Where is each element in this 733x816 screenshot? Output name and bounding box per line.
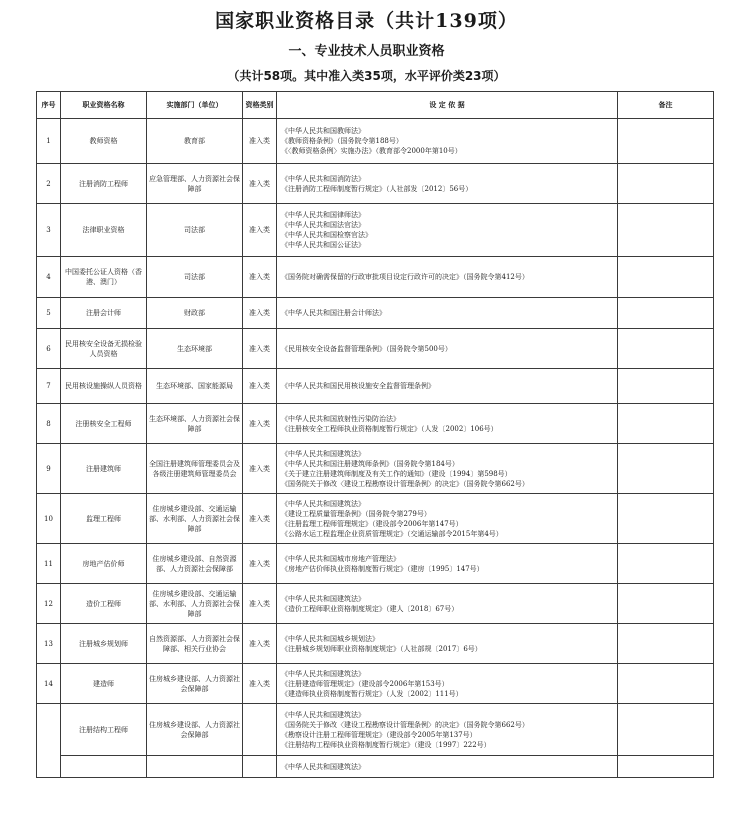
table-row [37,444,714,494]
implementing-dept: 住房城乡建设部、人力资源社会保障部 [147,664,243,704]
table-row [37,119,714,164]
implementing-dept: 司法部 [147,204,243,257]
basis-cell [277,544,618,584]
basis-cell [277,756,618,778]
basis-line: 《中华人民共和国放射性污染防治法》 [281,414,400,423]
qualification-name: 法律职业资格 [61,204,147,257]
qualification-name: 注册结构工程师 [61,704,147,756]
basis-cell [277,704,618,756]
qualification-name: 监理工程师 [61,494,147,544]
remark-cell [618,584,714,624]
basis-line: 《中华人民共和国城乡规划法》 [281,634,379,643]
qualification-type: 准入类 [243,404,277,444]
implementing-dept: 住房城乡建设部、人力资源社会保障部 [147,704,243,756]
qualification-name: 注册核安全工程师 [61,404,147,444]
qualification-name: 房地产估价师 [61,544,147,584]
remark-cell [618,756,714,778]
basis-line: 《民用核安全设备监督管理条例》（国务院令第500号） [281,344,452,353]
qualification-table [36,91,714,778]
basis-line: 《国务院关于修改〈建设工程勘察设计管理条例〉的决定》（国务院令第662号） [281,720,529,729]
basis-line: 《中华人民共和国律师法》 [281,211,365,219]
implementing-dept: 财政部 [147,298,243,329]
row-number: 4 [37,257,61,298]
basis-line: 《中华人民共和国检察官法》 [281,231,372,239]
qualification-type: 准入类 [243,204,277,257]
basis-line: 《中华人民共和国教师法》 [281,127,365,135]
basis-line: 《中华人民共和国民用核设施安全监督管理条例》 [281,382,435,390]
implementing-dept: 生态环境部、国家能源局 [147,369,243,404]
row-number: 14 [37,664,61,704]
basis-line: 《注册结构工程师执业资格制度暂行规定》（建设〔1997〕222号） [281,740,491,749]
basis-line: 《〈教师资格条例〉实施办法》（教育部令2000年第10号） [281,147,462,155]
basis-line: 《中华人民共和国建筑法》 [281,594,365,603]
basis-cell [277,329,618,369]
table-row [37,257,714,298]
qualification-type [243,704,277,756]
qualification-type: 准入类 [243,119,277,164]
remark-cell [618,404,714,444]
qualification-name: 教师资格 [61,119,147,164]
basis-line: 《关于建立注册建筑师制度及有关工作的通知》（建设〔1994〕第598号） [281,469,512,478]
table-row [37,494,714,544]
qualification-name: 注册建筑师 [61,444,147,494]
qualification-name: 民用核设施操纵人员资格 [61,369,147,404]
basis-line: 《建造师执业资格制度暂行规定》（人发〔2002〕111号） [281,689,463,698]
section-summary: （共计58项。其中准入类35项，水平评价类23项） [227,69,506,83]
qualification-type [243,756,277,778]
implementing-dept: 教育部 [147,119,243,164]
table-row [37,404,714,444]
table-row [37,664,714,704]
qualification-type: 准入类 [243,584,277,624]
basis-cell [277,494,618,544]
basis-line: 《中华人民共和国法官法》 [281,221,365,229]
qualification-type: 准入类 [243,444,277,494]
row-number: 5 [37,298,61,329]
basis-cell [277,204,618,257]
row-number: 12 [37,584,61,624]
row-number: 9 [37,444,61,494]
qualification-type: 准入类 [243,369,277,404]
basis-line: 《中华人民共和国公证法》 [281,241,365,249]
qualification-type: 准入类 [243,544,277,584]
remark-cell [618,119,714,164]
basis-line: 《中华人民共和国建筑法》 [281,710,365,719]
basis-line: 《中华人民共和国消防法》 [281,174,365,183]
remark-cell [618,544,714,584]
basis-line: 《建设工程质量管理条例》（国务院令第279号） [281,509,431,518]
remark-cell [618,329,714,369]
basis-line: 《中华人民共和国建筑法》 [281,449,365,458]
qualification-type: 准入类 [243,664,277,704]
table-row [37,584,714,624]
row-number: 6 [37,329,61,369]
basis-cell [277,257,618,298]
basis-line: 《中华人民共和国建筑法》 [281,762,365,771]
implementing-dept: 应急管理部、人力资源社会保障部 [147,164,243,204]
row-number: 11 [37,544,61,584]
remark-cell [618,664,714,704]
remark-cell [618,298,714,329]
remark-cell [618,257,714,298]
row-number: 10 [37,494,61,544]
implementing-dept: 全国注册建筑师管理委员会及各级注册建筑师管理委员会 [147,444,243,494]
basis-line: 《注册消防工程师制度暂行规定》（人社部发〔2012〕56号） [281,184,473,193]
qualification-name: 注册消防工程师 [61,164,147,204]
qualification-name: 建造师 [61,664,147,704]
qualification-name: 中国委托公证人资格（香港、澳门） [61,257,147,298]
qualification-type: 准入类 [243,257,277,298]
basis-line: 《中华人民共和国城市房地产管理法》 [281,554,400,563]
row-number: 8 [37,404,61,444]
basis-line: 《国务院关于修改〈建设工程勘察设计管理条例〉的决定》（国务院令第662号） [281,479,529,488]
table-row [37,704,714,756]
header-name: 职业资格名称 [61,92,147,119]
basis-cell [277,444,618,494]
header-type: 资格类别 [243,92,277,119]
table-row [37,329,714,369]
table-row [37,298,714,329]
basis-line: 《中华人民共和国建筑法》 [281,669,365,678]
basis-line: 《注册监理工程师管理规定》（建设部令2006年第147号） [281,519,463,528]
basis-line: 《中华人民共和国注册建筑师条例》（国务院令第184号） [281,459,459,468]
qualification-type: 准入类 [243,494,277,544]
implementing-dept: 住房城乡建设部、交通运输部、水利部、人力资源社会保障部 [147,494,243,544]
implementing-dept [147,756,243,778]
table-row [37,624,714,664]
row-number: 7 [37,369,61,404]
row-number [37,704,61,778]
basis-cell [277,664,618,704]
basis-cell [277,369,618,404]
row-number: 2 [37,164,61,204]
table-row [37,369,714,404]
header-basis: 设 定 依 据 [277,92,618,119]
basis-line: 《勘察设计注册工程师管理规定》（建设部令2005年第137号） [281,730,477,739]
header-dept: 实施部门（单位） [147,92,243,119]
basis-cell [277,404,618,444]
remark-cell [618,369,714,404]
implementing-dept: 司法部 [147,257,243,298]
qualification-name: 注册会计师 [61,298,147,329]
table-row [37,544,714,584]
basis-line: 《造价工程师职业资格制度规定》（建人〔2018〕67号） [281,604,459,613]
remark-cell [618,444,714,494]
implementing-dept: 生态环境部 [147,329,243,369]
page-title: 国家职业资格目录（共计139项） [215,10,518,32]
basis-line: 《教师资格条例》（国务院令第188号） [281,137,403,145]
remark-cell [618,204,714,257]
basis-line: 《注册城乡规划师职业资格制度规定》（人社部规〔2017〕6号） [281,644,482,653]
basis-line: 《注册建造师管理规定》（建设部令2006年第153号） [281,679,449,688]
section-subtitle: 一、专业技术人员职业资格 [288,44,445,59]
implementing-dept: 生态环境部、人力资源社会保障部 [147,404,243,444]
header-no: 序号 [37,92,61,119]
basis-cell [277,298,618,329]
qualification-name: 注册城乡规划师 [61,624,147,664]
remark-cell [618,624,714,664]
implementing-dept: 住房城乡建设部、交通运输部、水利部、人力资源社会保障部 [147,584,243,624]
table-row [37,204,714,257]
basis-cell [277,164,618,204]
table-header-row [37,92,714,119]
row-number: 1 [37,119,61,164]
row-number: 3 [37,204,61,257]
implementing-dept: 住房城乡建设部、自然资源部、人力资源社会保障部 [147,544,243,584]
basis-cell [277,624,618,664]
row-number: 13 [37,624,61,664]
table-row [37,164,714,204]
basis-line: 《国务院对确需保留的行政审批项目设定行政许可的决定》（国务院令第412号） [281,273,529,281]
table-row [37,756,714,778]
qualification-type: 准入类 [243,164,277,204]
qualification-type: 准入类 [243,298,277,329]
qualification-name: 造价工程师 [61,584,147,624]
implementing-dept: 自然资源部、人力资源社会保障部、相关行业协会 [147,624,243,664]
remark-cell [618,494,714,544]
header-remark: 备注 [618,92,714,119]
remark-cell [618,704,714,756]
basis-line: 《中华人民共和国建筑法》 [281,499,365,508]
basis-line: 《中华人民共和国注册会计师法》 [281,309,386,317]
basis-line: 《房地产估价师执业资格制度暂行规定》（建房〔1995〕147号） [281,564,484,573]
remark-cell [618,164,714,204]
qualification-name [61,756,147,778]
qualification-name: 民用核安全设备无损检验人员资格 [61,329,147,369]
qualification-type: 准入类 [243,624,277,664]
basis-line: 《注册核安全工程师执业资格制度暂行规定》（人发〔2002〕106号） [281,424,498,433]
basis-line: 《公路水运工程监理企业资质管理规定》（交通运输部令2015年第4号） [281,529,503,538]
basis-cell [277,119,618,164]
basis-cell [277,584,618,624]
qualification-type: 准入类 [243,329,277,369]
